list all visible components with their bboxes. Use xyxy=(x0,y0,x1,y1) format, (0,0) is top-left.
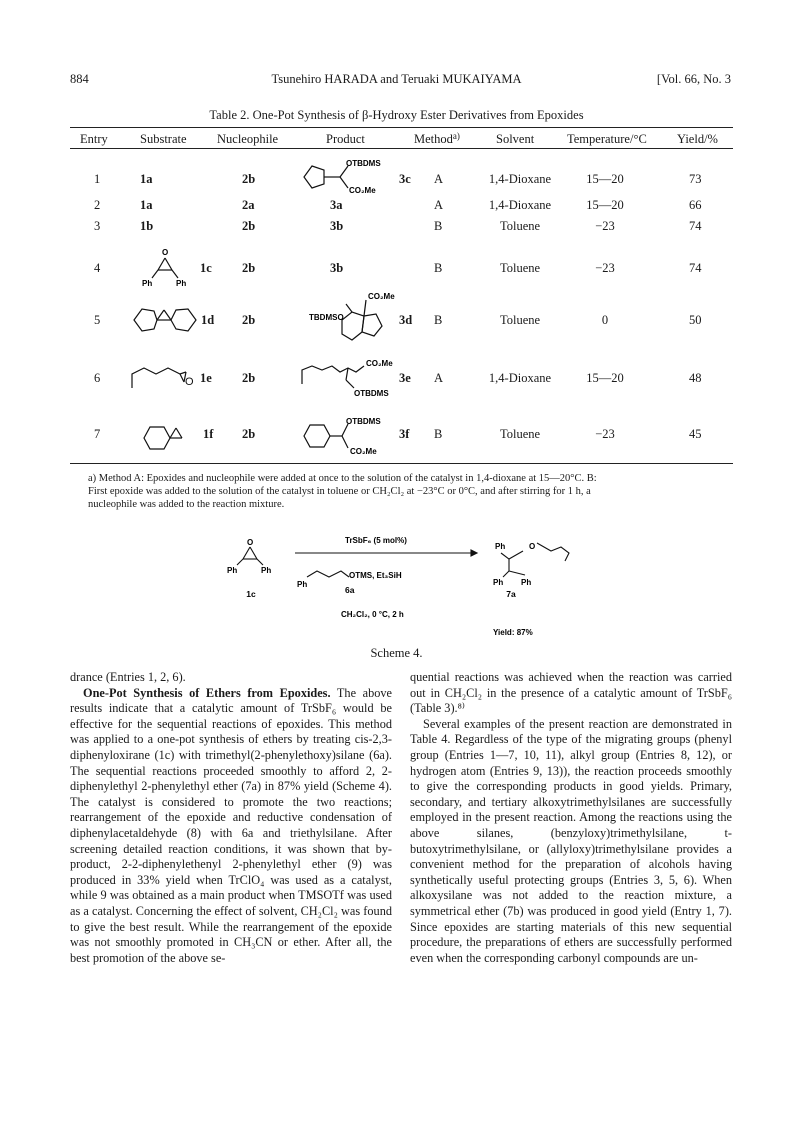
phenyl-label: Ph xyxy=(176,279,187,288)
structure-3d xyxy=(300,286,400,355)
entry-cell: 4 xyxy=(94,261,101,275)
method-cell: A xyxy=(434,371,444,385)
yield-cell: 50 xyxy=(689,313,702,327)
table-footnote-line: a) Method A: Epoxides and nucleophile were added at once to the solution of the catalyst in 1,4-dioxane at 15—20°C. B: xyxy=(88,473,597,484)
tbdmso-label: TBDMSO xyxy=(309,313,344,322)
solvent-cell: 1,4-Dioxane xyxy=(488,371,552,385)
body-left-column xyxy=(70,670,392,966)
entry-cell: 2 xyxy=(94,198,101,212)
solvent-cell: 1,4-Dioxane xyxy=(488,198,552,212)
phenyl-label: Ph xyxy=(495,542,506,551)
substrate-cell: 1d xyxy=(201,313,215,327)
temperature-cell: −23 xyxy=(595,261,615,275)
temperature-cell: 0 xyxy=(601,313,609,327)
paragraph: One-Pot Synthesis of Ethers from Epoxides. The above results indicate that a catalytic amount of TrSbF₆ would be effective for the sequential reactions of epoxides. This method was applied to a one-pot synthesis of ethers by treating cis-2,3-diphenyloxirane (1c) with trimethyl(2-phenylethoxy)silane (6a). The sequential reactions proceeded smoothly to afford 2, 2-diphenylethyl 2-phenylethyl ether (7a) in 87% yield (Scheme 4). The catalyst is considered to promote the two reactions; rearrangement of the epoxide and reductive condensation of diphenylacetaldehyde (8) with 6a and triethylsilane. After screening detailed reaction conditions, it was shown that by-product, 2-2-diphenylethenyl 2-phenylethyl ether (9) was produced in 33% yield when TrClO₄ was used as a catalyst, while 9 was obtained as a main product when TMSOTf was used as a catalyst. Concerning the effect of solvent, CH₂Cl₂ was found to give the best result. While the rearrangement of the epoxide was not smoothly promoted in CH₃CN or ether. After all, the best promotion of the above se- xyxy=(70,685,392,965)
paragraph: quential reactions was achieved when the reaction was carried out in CH₂Cl₂ in the presence of a catalytic amount of TrSbF₆ (Table 3).⁸⁾ xyxy=(410,670,732,716)
yield-cell: 48 xyxy=(689,371,702,385)
structure-3e xyxy=(298,356,400,405)
journal-volume: [Vol. 66, No. 3 xyxy=(656,72,731,86)
phenyl-label: Ph xyxy=(297,580,308,589)
running-authors: Tsunehiro HARADA and Teruaki MUKAIYAMA xyxy=(271,72,522,86)
header-temperature: Temperature/°C xyxy=(567,132,647,146)
header-product: Product xyxy=(326,132,365,146)
phenyl-label: Ph xyxy=(493,578,504,587)
method-cell: A xyxy=(434,198,444,212)
header-method: Method$^{a)}$ xyxy=(414,130,460,146)
temperature-cell: −23 xyxy=(595,219,615,233)
header-yield: Yield/% xyxy=(677,132,718,146)
product-cell: 3f xyxy=(399,427,410,441)
co2me-label: CO₂Me xyxy=(350,447,377,456)
otbdms-label: OTBDMS xyxy=(354,389,389,398)
nucleophile-cell: 2a xyxy=(242,198,255,212)
phenyl-label: Ph xyxy=(521,578,532,587)
solvent-cell: Toluene xyxy=(499,261,541,275)
oxygen-label: O xyxy=(529,542,536,551)
otbdms-label: OTBDMS xyxy=(346,417,381,426)
table-footnote-line: First epoxide was added to the solution of the catalyst in toluene or CH₂Cl₂ at −23°C or 0°C, and after stirring for 1 h, a xyxy=(88,486,591,497)
header-entry: Entry xyxy=(80,132,108,146)
structure-1c xyxy=(138,244,198,293)
otbdms-label: OTBDMS xyxy=(346,159,381,168)
section-heading: One-Pot Synthesis of Ethers from Epoxides. xyxy=(83,685,331,700)
table-header-rule xyxy=(70,148,733,149)
scheme-caption: Scheme 4. xyxy=(370,646,423,660)
method-cell: B xyxy=(434,219,443,233)
temperature-cell: 15—20 xyxy=(586,371,624,385)
substrate-cell: 1f xyxy=(203,427,214,441)
yield-cell: 45 xyxy=(689,427,702,441)
table-footnote-line: nucleophile was added to the reaction mixture. xyxy=(88,499,285,510)
yield-cell: 74 xyxy=(689,261,702,275)
header-nucleophile: Nucleophile xyxy=(217,132,279,146)
reagents-label: OTMS, Et₃SiH xyxy=(349,571,402,580)
phenyl-label: Ph xyxy=(142,279,153,288)
nucleophile-cell: 2b xyxy=(242,261,256,275)
temperature-cell: 15—20 xyxy=(586,172,624,186)
conditions-label: CH₂Cl₂, 0 °C, 2 h xyxy=(341,610,404,619)
substrate-cell: 1c xyxy=(200,261,212,275)
substrate-cell: 1a xyxy=(140,198,153,212)
substrate-cell: 1b xyxy=(140,219,154,233)
product-cell: 3b xyxy=(330,219,344,233)
structure-1d xyxy=(130,302,202,343)
entry-cell: 7 xyxy=(94,427,101,441)
page-number: 884 xyxy=(70,72,89,86)
catalyst-label: TrSbF₆ (5 mol%) xyxy=(345,536,407,545)
nucleophile-cell: 2b xyxy=(242,172,256,186)
method-cell: B xyxy=(434,313,443,327)
method-cell: A xyxy=(434,172,444,186)
scheme-4 xyxy=(225,525,585,645)
nucleophile-cell: 2b xyxy=(242,427,256,441)
structure-1f xyxy=(138,418,198,459)
oxygen-label: O xyxy=(247,538,254,547)
solvent-cell: 1,4-Dioxane xyxy=(488,172,552,186)
phenyl-label: Ph xyxy=(261,566,272,575)
structure-3c xyxy=(300,158,400,203)
oxygen-label: O xyxy=(185,376,194,388)
temperature-cell: 15—20 xyxy=(586,198,624,212)
solvent-cell: Toluene xyxy=(499,313,541,327)
nucleophile-cell: 2b xyxy=(242,313,256,327)
solvent-cell: Toluene xyxy=(499,427,541,441)
nucleophile-cell: 2b xyxy=(242,219,256,233)
temperature-cell: −23 xyxy=(595,427,615,441)
phenyl-label: Ph xyxy=(227,566,238,575)
yield-cell: 73 xyxy=(689,172,702,186)
body-right-column xyxy=(410,670,732,966)
structure-1e xyxy=(128,364,208,399)
reagent-label-6a: 6a xyxy=(345,585,355,595)
substrate-label-1c: 1c xyxy=(246,589,256,599)
solvent-cell: Toluene xyxy=(499,219,541,233)
paragraph: drance (Entries 1, 2, 6). xyxy=(70,670,186,684)
paragraph: Several examples of the present reaction are demonstrated in Table 4. Regardless of the type of the migrating groups (phenyl group (Entries 1—7, 10, 11), alkyl group (Entries 8, 12), or hydrogen atom (Entries 9, 13)), the reaction proceeds smoothly to give the corresponding products in good yields. Primary, secondary, and tertiary alkoxytrimethylsilanes are successfully employed in the present reaction. Among the reactions using the above silanes, (benzyloxy)trimethylsilane, t-butoxytrimethylsilane, or (allyloxy)trimethylsilane provides a convenient method for the preparation of alcohols having synthetically useful protecting groups (Entries 3, 5, 6). When alkoxysilane was not added to the reaction mixture, a symmetrical ether (7b) was produced in good yield (Entry 1, 7). Since epoxides are starting materials of this new sequential procedure, the preparations of ethers are successfully performed even when the corresponding carbonyl compounds are un- xyxy=(410,716,732,965)
method-cell: B xyxy=(434,261,443,275)
oxygen-label: O xyxy=(162,248,169,257)
yield-cell: 74 xyxy=(689,219,702,233)
nucleophile-cell: 2b xyxy=(242,371,256,385)
co2me-label: CO₂Me xyxy=(349,186,376,195)
entry-cell: 1 xyxy=(94,172,101,186)
substrate-cell: 1e xyxy=(200,371,212,385)
header-substrate: Substrate xyxy=(140,132,187,146)
co2me-label: CO₂Me xyxy=(368,292,395,301)
product-cell: 3d xyxy=(399,313,413,327)
product-label-7a: 7a xyxy=(506,589,516,599)
method-cell: B xyxy=(434,427,443,441)
table-caption: Table 2. One-Pot Synthesis of β-Hydroxy Ester Derivatives from Epoxides xyxy=(209,108,584,122)
header-solvent: Solvent xyxy=(496,132,535,146)
product-cell: 3c xyxy=(399,172,411,186)
substrate-cell: 1a xyxy=(140,172,153,186)
yield-label: Yield: 87% xyxy=(493,628,533,637)
table-bottom-rule xyxy=(70,463,733,464)
product-cell: 3b xyxy=(330,261,344,275)
product-cell: 3e xyxy=(399,371,411,385)
co2me-label: CO₂Me xyxy=(366,359,393,368)
structure-3f xyxy=(300,414,400,463)
yield-cell: 66 xyxy=(689,198,702,212)
entry-cell: 3 xyxy=(94,219,101,233)
product-cell: 3a xyxy=(330,198,343,212)
entry-cell: 6 xyxy=(94,371,101,385)
table-top-rule xyxy=(70,127,733,128)
entry-cell: 5 xyxy=(94,313,101,327)
